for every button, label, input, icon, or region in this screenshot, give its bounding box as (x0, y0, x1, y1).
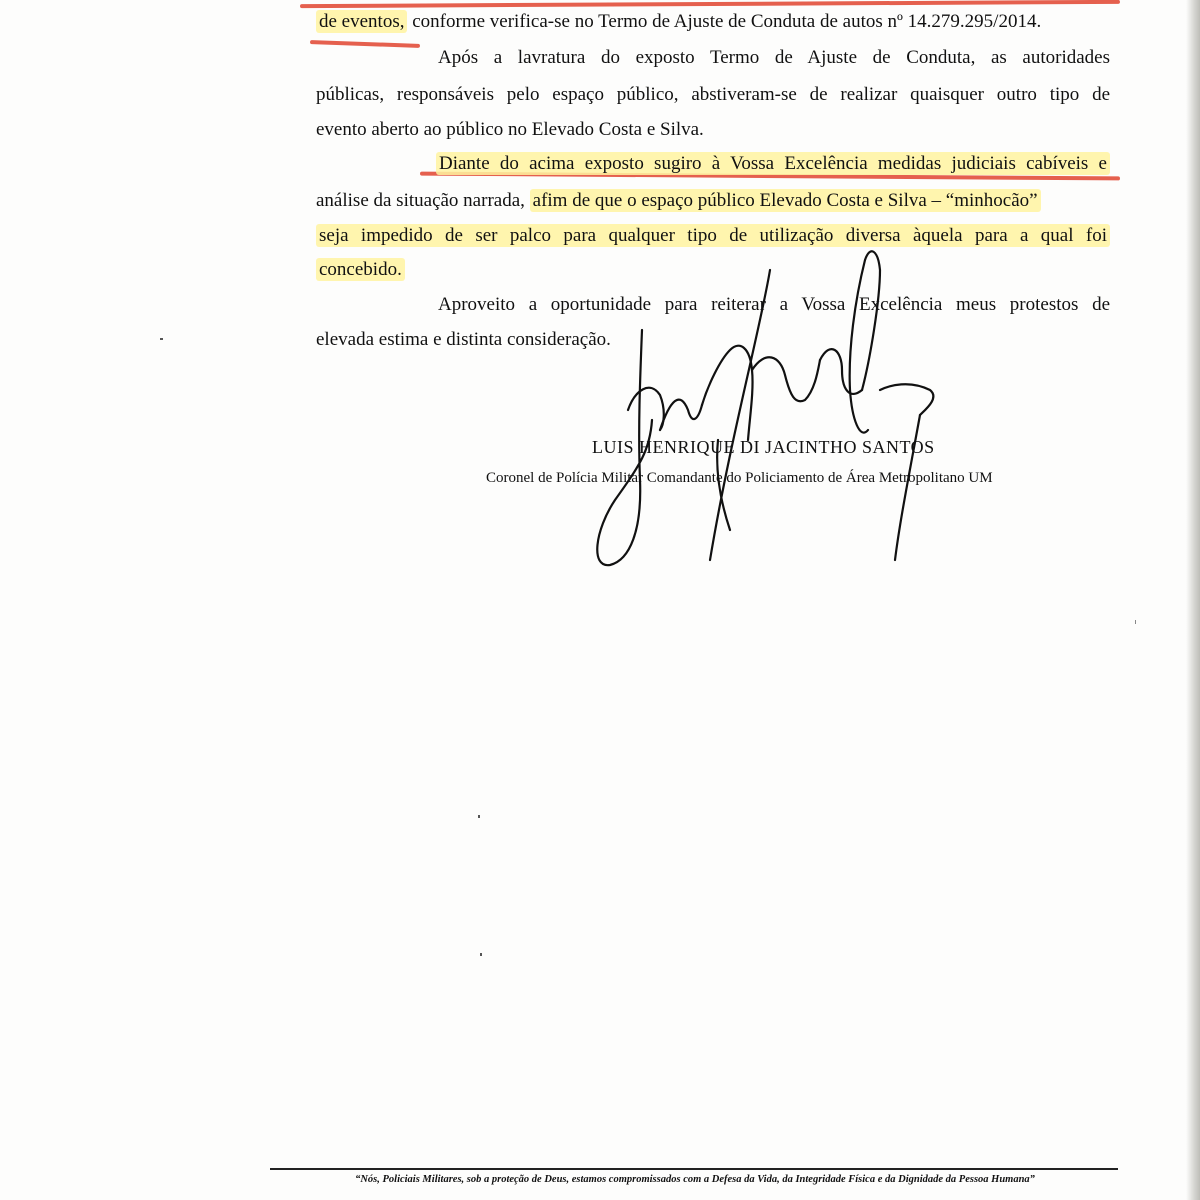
scan-edge-shadow (1186, 0, 1200, 1200)
scan-speck (1135, 620, 1136, 624)
paragraph-line-4 (316, 118, 1110, 142)
line-text: Aproveito a oportunidade para reiterar a Vossa Excelência meus protestos de (438, 294, 1110, 315)
highlighted-text: concebido. (316, 258, 405, 281)
footer-rule (270, 1168, 1118, 1170)
paragraph-line-6 (316, 189, 1110, 213)
paragraph-line-5 (436, 152, 1110, 176)
line-text: públicas, responsáveis pelo espaço público, abstiveram-se de realizar quaisquer outro tipo de (316, 84, 1110, 105)
highlighted-text: afim de que o espaço público Elevado Costa e Silva – “minhocão” (530, 189, 1041, 212)
red-underline-top (300, 0, 1120, 8)
signatory-title: Coronel de Polícia Militar Comandante do Policiamento de Área Metropolitano UM (486, 470, 993, 486)
line-text: análise da situação narrada, (316, 190, 530, 211)
highlighted-text: seja impedido de ser palco para qualquer tipo de utilização diversa àquela para a qual foi (316, 224, 1110, 247)
line-text: Após a lavratura do exposto Termo de Ajuste de Conduta, as autoridades (438, 47, 1110, 68)
line-text: evento aberto ao público no Elevado Costa e Silva. (316, 119, 704, 140)
scan-speck (480, 953, 482, 956)
signatory-name: LUIS HENRIQUE DI JACINTHO SANTOS (592, 437, 935, 457)
paragraph-line-3 (316, 83, 1110, 107)
red-underline-mid (310, 40, 420, 48)
paragraph-line-1 (316, 10, 1110, 34)
handwritten-signature (580, 240, 980, 580)
scan-speck (160, 338, 163, 340)
highlighted-text: de eventos, (316, 10, 407, 33)
highlighted-text: Diante do acima exposto sugiro à Vossa Excelência medidas judiciais cabíveis e (436, 152, 1110, 175)
line-text: conforme verifica-se no Termo de Ajuste de Conduta de autos nº 14.279.295/2014. (407, 11, 1042, 32)
paragraph-line-2 (438, 46, 1110, 70)
scan-speck (478, 815, 480, 818)
footer-motto: “Nós, Policiais Militares, sob a proteção de Deus, estamos compromissados com a Defesa da Vida, da Integridade Física e da Dignidade da Pessoa Humana” (355, 1174, 1035, 1185)
line-text: elevada estima e distinta consideração. (316, 329, 611, 350)
